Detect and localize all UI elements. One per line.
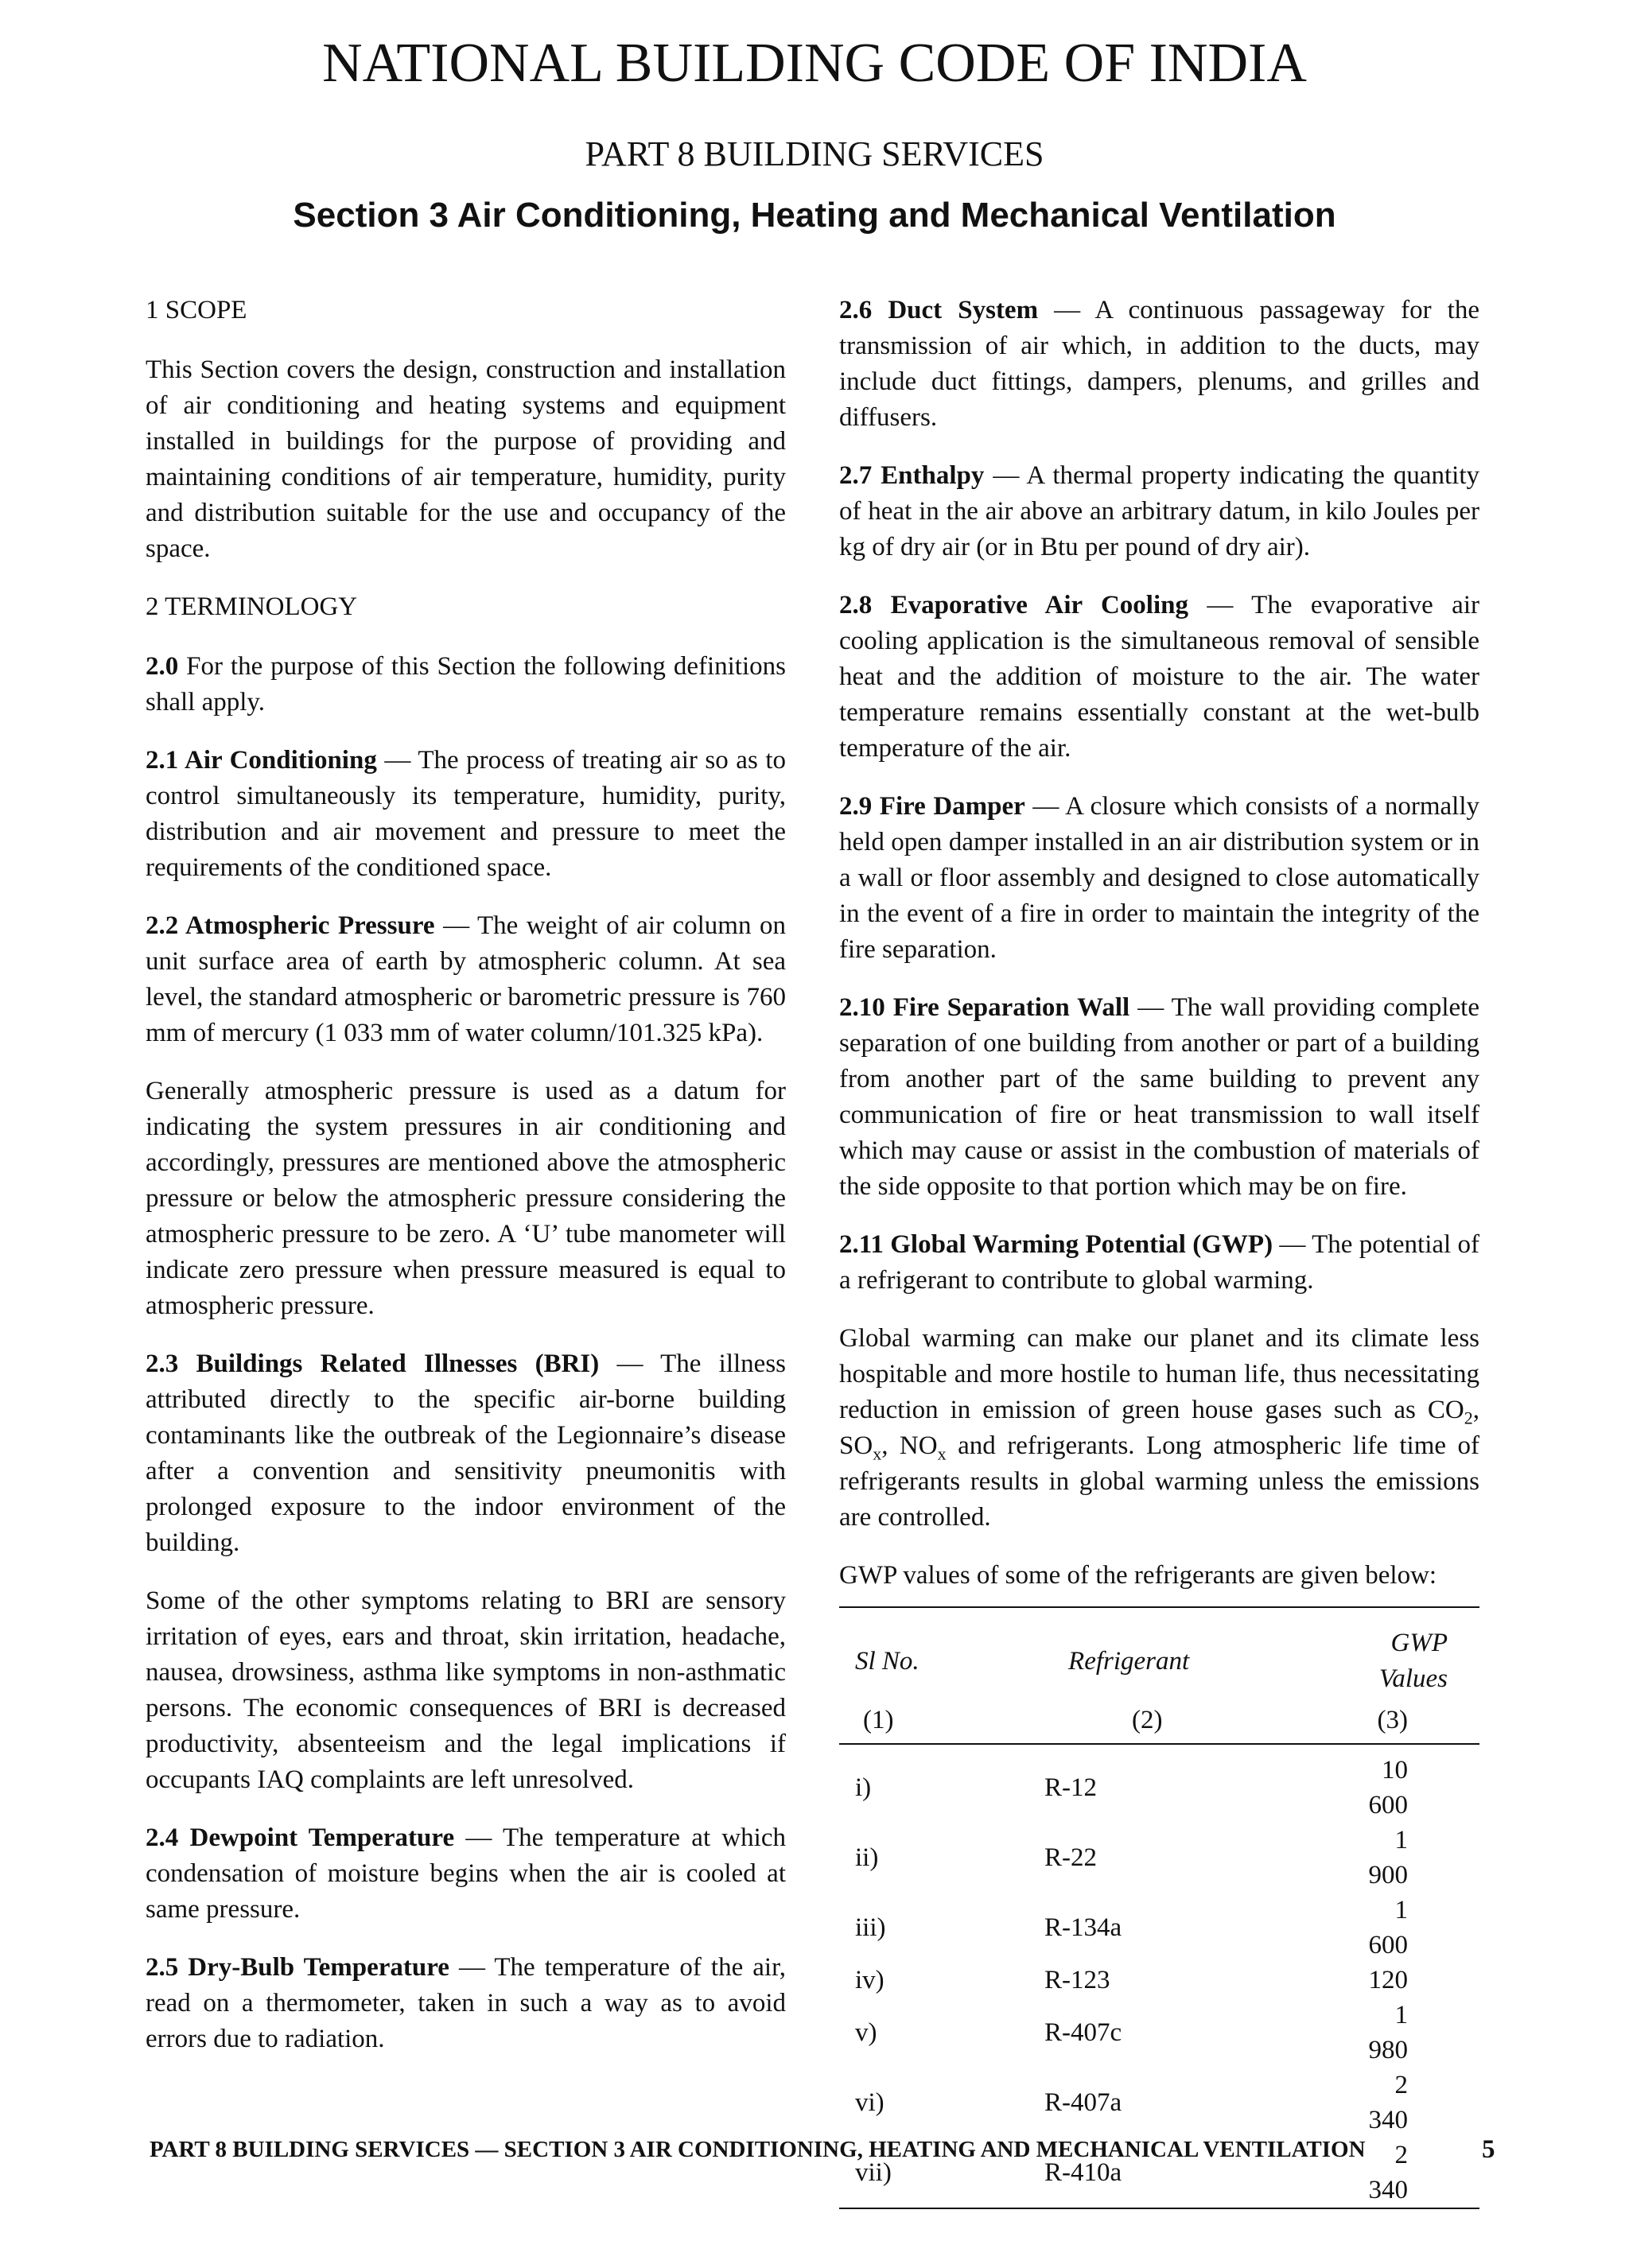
left-column bbox=[146, 293, 786, 2080]
clause-text: — A closure which consists of a normally held open damper installed in an air distribution system or in a wall or floor assembly and designed to close automatically in the event of a fire in order to maintain the integrity of the fire separation. bbox=[839, 792, 1480, 964]
table-row bbox=[839, 1963, 1479, 1998]
clause-term bbox=[146, 1823, 454, 1852]
cell-refrigerant: R-410a bbox=[1044, 2138, 1368, 2208]
clause-number: 2.11 bbox=[839, 1230, 884, 1259]
clause-number: 2.0 bbox=[146, 652, 179, 681]
scope-paragraph: This Section covers the design, construction and installation of air conditioning and heating systems and equipment installed in buildings for the purpose of providing and maintaining conditions of air temperature, humidity, purity and distribution suitable for the use and occupancy of the space. bbox=[146, 355, 786, 563]
clause-text: — The process of treating air so as to control simultaneously its temperature, humidity, purity, distribution and air movement and pressure to meet the requirements of the conditioned space. bbox=[146, 746, 786, 882]
table-row bbox=[839, 1823, 1479, 1893]
clause-2-2 bbox=[146, 908, 786, 1051]
section-heading: Section 3 Air Conditioning, Heating and Mechanical Ventilation bbox=[293, 196, 1336, 235]
table-column-number-row bbox=[839, 1702, 1479, 1744]
column-number: (3) bbox=[1369, 1702, 1480, 1744]
clause-term bbox=[839, 993, 1129, 1022]
clause-term bbox=[839, 461, 984, 490]
table-header-row bbox=[839, 1607, 1479, 1702]
clause-number: 2.7 bbox=[839, 461, 873, 490]
clause-2-2-paragraph: Generally atmospheric pressure is used as a datum for indicating the system pressures in air conditioning and accordingly, pressures are mentioned above the atmospheric pressure or below the atmospheric pressure considering the atmospheric pressure to be zero. A ‘U’ tube manometer will indicate zero pressure when pressure measured is equal to atmospheric pressure. bbox=[146, 1077, 786, 1320]
cell-gwp: 1 600 bbox=[1368, 1896, 1408, 1959]
document-title: NATIONAL BUILDING CODE OF INDIA bbox=[322, 33, 1307, 94]
cell-sl-no: vii) bbox=[839, 2138, 1044, 2208]
clause-number: 2.1 bbox=[146, 746, 179, 775]
cell-sl-no: i) bbox=[855, 1773, 872, 1802]
cell-refrigerant: R-407c bbox=[1044, 2018, 1122, 2047]
clause-text: — A thermal property indicating the quantity of heat in the air above an arbitrary datum, in kilo Joules per kg of dry air (or in Btu per pound of dry air). bbox=[839, 461, 1479, 561]
clause-2-4 bbox=[146, 1820, 786, 1928]
gwp-intro: GWP values of some of the refrigerants are given below: bbox=[839, 1561, 1437, 1590]
cell-sl-no: iv) bbox=[855, 1966, 884, 1994]
clause-number: 2.3 bbox=[146, 1350, 179, 1378]
clause-term-text: Dewpoint Temperature bbox=[189, 1823, 455, 1852]
clause-term bbox=[839, 1230, 1273, 1259]
clause-term-text: Global Warming Potential (GWP) bbox=[890, 1230, 1273, 1259]
clause-term bbox=[839, 591, 1188, 619]
clause-number: 2.4 bbox=[146, 1823, 179, 1852]
table-row bbox=[839, 1744, 1479, 1823]
gw-text-part: and refrigerants. Long atmospheric life time of refrigerants results in global warming unless the emissions are controlled. bbox=[839, 1431, 1479, 1532]
footer-text: PART 8 BUILDING SERVICES — SECTION 3 AIR CONDITIONING, HEATING AND MECHANICAL VENTILATION bbox=[150, 2137, 1366, 2162]
clause-number: 2.2 bbox=[146, 911, 179, 940]
table-row bbox=[839, 1998, 1479, 2068]
nox-subscript: x bbox=[937, 1443, 947, 1464]
clause-term bbox=[146, 911, 435, 940]
clause-text: For the purpose of this Section the following definitions shall apply. bbox=[146, 652, 786, 717]
right-column bbox=[839, 293, 1479, 2209]
clause-term-text: Duct System bbox=[888, 296, 1039, 324]
clause-2-5 bbox=[146, 1950, 786, 2057]
header-refrigerant: Refrigerant bbox=[1044, 1607, 1368, 1702]
clause-2-11 bbox=[839, 1227, 1479, 1299]
clause-term-text: Dry-Bulb Temperature bbox=[188, 1953, 449, 1982]
clause-text: — The wall providing complete separation of one building from another or part of a building from another part of the same building to prevent any communication of fire or heat transmission to wall itself which may cause or assist in the combustion of materials of the side opposite to that portion which may be on fire. bbox=[839, 993, 1479, 1201]
clause-term bbox=[146, 1953, 449, 1982]
cell-gwp: 1 980 bbox=[1368, 2001, 1408, 2064]
page-number: 5 bbox=[1482, 2135, 1495, 2164]
clause-number: 2.6 bbox=[839, 296, 873, 324]
cell-refrigerant: R-134a bbox=[1044, 1913, 1122, 1942]
clause-term-text: Atmospheric Pressure bbox=[185, 911, 435, 940]
clause-text: — The evaporative air cooling application is the simultaneous removal of sensible heat and the addition of moisture to the air. The water temperature remains essentially constant at the wet-bulb temperature of the air. bbox=[839, 591, 1479, 763]
clause-term bbox=[146, 1350, 599, 1378]
page-footer bbox=[150, 2135, 1495, 2164]
cell-gwp: 2 340 bbox=[1369, 2138, 1480, 2208]
clause-term-text: Buildings Related Illnesses (BRI) bbox=[196, 1350, 600, 1378]
clause-text: — The potential of a refrigerant to contribute to global warming. bbox=[839, 1230, 1479, 1295]
clause-term-text: Evaporative Air Cooling bbox=[890, 591, 1188, 619]
clause-2-7 bbox=[839, 458, 1479, 565]
clause-2-3-paragraph: Some of the other symptoms relating to BRI are sensory irritation of eyes, ears and throat, skin irritation, headache, nausea, drowsiness, asthma like symptoms in non-asthmatic persons. The economic consequences of BRI is decreased productivity, absenteeism and the legal implications if occupants IAQ complaints are left unresolved. bbox=[146, 1586, 786, 1794]
column-number: (2) bbox=[1044, 1702, 1368, 1744]
cell-refrigerant: R-407a bbox=[1044, 2088, 1122, 2117]
header-gwp-values: GWP Values bbox=[1369, 1607, 1480, 1702]
column-number: (1) bbox=[839, 1702, 1044, 1744]
sox-subscript: x bbox=[873, 1443, 882, 1464]
cell-refrigerant: R-123 bbox=[1044, 1966, 1110, 1994]
gw-text-part: Global warming can make our planet and its climate less hospitable and more hostile to human life, thus necessitating reduction in emission of green house gases such as CO bbox=[839, 1324, 1479, 1424]
cell-sl-no: v) bbox=[855, 2018, 877, 2047]
clause-2-8 bbox=[839, 588, 1479, 767]
clause-number: 2.9 bbox=[839, 792, 873, 821]
clause-number: 2.8 bbox=[839, 591, 873, 619]
clause-term-text: Fire Separation Wall bbox=[892, 993, 1130, 1022]
clause-term-text: Fire Damper bbox=[879, 792, 1025, 821]
clause-term-text: Enthalpy bbox=[881, 461, 985, 490]
gwp-table bbox=[839, 1606, 1479, 2209]
cell-sl-no: ii) bbox=[855, 1843, 879, 1872]
clause-2-0 bbox=[146, 649, 786, 720]
clause-term bbox=[839, 296, 1038, 324]
clause-2-10 bbox=[839, 990, 1479, 1205]
table-row bbox=[839, 1893, 1479, 1963]
clause-term bbox=[839, 792, 1025, 821]
clause-number: 2.5 bbox=[146, 1953, 179, 1982]
cell-gwp: 2 340 bbox=[1368, 2071, 1408, 2134]
clause-2-1 bbox=[146, 743, 786, 886]
cell-gwp: 120 bbox=[1368, 1966, 1408, 1994]
clause-2-9 bbox=[839, 789, 1479, 968]
clause-2-6 bbox=[839, 293, 1479, 436]
co2-subscript: 2 bbox=[1464, 1408, 1473, 1428]
cell-sl-no: iii) bbox=[855, 1913, 886, 1942]
cell-gwp: 1 900 bbox=[1368, 1826, 1408, 1889]
clause-number: 2.10 bbox=[839, 993, 885, 1022]
gw-text-part: , NO bbox=[881, 1431, 938, 1460]
global-warming-paragraph bbox=[839, 1321, 1479, 1536]
clause-text: — The temperature at which condensation of moisture begins when the air is cooled at same pressure. bbox=[146, 1823, 787, 1924]
clause-2-3 bbox=[146, 1346, 786, 1561]
cell-gwp: 10 600 bbox=[1368, 1756, 1408, 1819]
gw-text-part: , SO bbox=[839, 1396, 1479, 1460]
clause-text: — A continuous passageway for the transmission of air which, in addition to the ducts, may include duct fittings, dampers, plenums, and grilles and diffusers. bbox=[839, 296, 1479, 432]
clause-text: — The illness attributed directly to the specific air-borne building contaminants like the outbreak of the Legionnaire’s disease after a convention and sensitivity pneumonitis with prolonged exposure to the indoor environment of the building. bbox=[146, 1350, 787, 1557]
clause-text: — The temperature of the air, read on a thermometer, taken in such a way as to avoid errors due to radiation. bbox=[146, 1953, 786, 2053]
cell-refrigerant: R-12 bbox=[1044, 1773, 1098, 1802]
cell-refrigerant: R-22 bbox=[1044, 1843, 1098, 1872]
header-sl-no: Sl No. bbox=[839, 1607, 1044, 1702]
part-heading: PART 8 BUILDING SERVICES bbox=[585, 134, 1044, 173]
clause-text: — The weight of air column on unit surface area of earth by atmospheric column. At sea level, the standard atmospheric or barometric pressure is 760 mm of mercury (1 033 mm of water column/101.325 kPa). bbox=[146, 911, 786, 1047]
clause-term bbox=[146, 746, 377, 775]
terminology-heading: 2 TERMINOLOGY bbox=[146, 592, 358, 621]
table-row bbox=[839, 2068, 1479, 2138]
cell-sl-no: vi) bbox=[855, 2088, 884, 2117]
clause-term-text: Air Conditioning bbox=[184, 746, 377, 775]
scope-heading: 1 SCOPE bbox=[146, 296, 247, 324]
